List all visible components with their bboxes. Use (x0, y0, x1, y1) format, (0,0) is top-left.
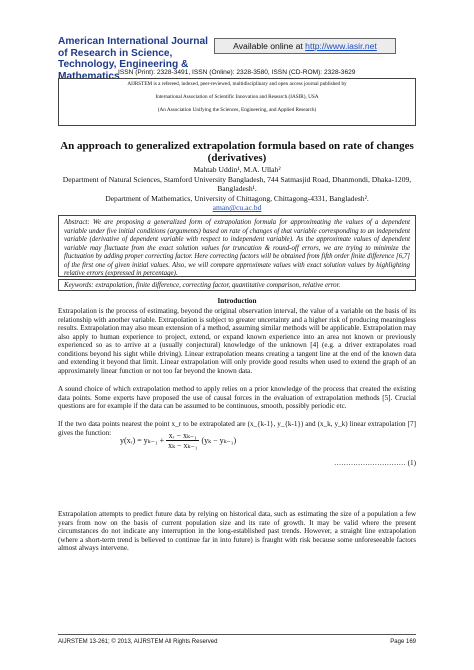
section-heading-introduction: Introduction (217, 297, 257, 305)
paragraph-3: If the two data points nearest the point x_r to be extrapolated are (x_{k-1}, y_{k-1}) and (x_k, y_k) linear extrapolation [7] gives the function: (58, 420, 416, 437)
paragraph-1: Extrapolation is the process of estimating, beyond the original observation interval, the value of a variable on the basis of its relationship with another variable. Extrapolation is subject to greater uncertainty and a higher risk of producing meaningless results. Extrapolation may also mean extension of a method, assuming similar methods will be applicable. Extrapolation may also apply to human experience to project, extend, or expand known experience into an area not known or previously experienced so as to arrive at a (usually conjectural) knowledge of the unknown [4] (e.g. a driver extrapolates road conditions beyond his sight while driving). Linear extrapolation means creating a tangent line at the end of the known data and extending it beyond that limit. Linear extrapolation will only provide good results when used to extend the graph of an approximately linear function or not too far beyond the known data. (58, 307, 416, 375)
issn-line: ISSN (Print): 2328-3491, ISSN (Online): 2328-3580, ISSN (CD-ROM): 2328-3629 (118, 69, 356, 76)
equation-1 (120, 431, 420, 461)
authors: Mahtab Uddin¹, M.A. Ullah² (193, 165, 281, 174)
available-prefix: Available online at (233, 41, 306, 51)
equation-lhs: y(xᵣ) = yₖ₋₁ + (120, 436, 165, 445)
keywords-box: Keywords: extrapolation, finite difference, correcting factor, quantitative comparison, relative error. (58, 279, 416, 291)
journal-url-link[interactable]: http://www.iasir.net (305, 41, 377, 51)
journal-info-line1: AIJRSTEM is a refereed, indexed, peer-reviewed, multidisciplinary and open access journal published by (127, 81, 347, 87)
equation-label: ………………………… (1) (333, 459, 416, 467)
paragraph-2: A sound choice of which extrapolation method to apply relies on a prior knowledge of the process that created the existing data points. Some experts have proposed the use of causal forces in the evaluation of extrapolation methods [5]. Crucial questions are for example if the data can be assumed to be continuous, smooth, possibly periodic etc. (58, 385, 416, 411)
author-email-link[interactable]: aman@cu.ac.bd (212, 203, 262, 213)
affiliation-1: Department of Natural Sciences, Stamford University Bangladesh, 744 Satmasjid Road, Dhanmondi, Dhaka-1209, Bangladesh¹. (62, 174, 412, 194)
equation-denominator: xₖ − xₖ₋₁ (168, 441, 198, 450)
equation-fraction (166, 431, 199, 450)
author-block (58, 165, 416, 213)
available-online-box (214, 38, 396, 54)
journal-info-line3: (An Association Unifying the Sciences, Engineering, and Applied Research) (157, 107, 317, 113)
footer-divider (58, 634, 416, 635)
equation-numerator: xᵣ − xₖ₋₁ (166, 431, 199, 441)
equation-rhs: (yₖ − yₖ₋₁) (201, 436, 237, 445)
journal-info-box (58, 78, 416, 126)
paper-title: An approach to generalized extrapolation formula based on rate of changes (derivatives) (60, 140, 414, 164)
affiliation-2: Department of Mathematics, University of Chittagong, Chittagong-4331, Bangladesh². (105, 193, 369, 203)
paragraph-4: Extrapolation attempts to predict future data by relying on historical data, such as estimating the size of a population a few years from now on the basis of current population size and its rate of growth. It may be valid where the present circumstances do not indicate any interruption in the long-established past trends. However, a straight line extrapolation (where a short-term trend is believed to continue far in into future) is fraught with risk because some unforeseeable factors almost always intervene. (58, 510, 416, 553)
journal-name: American International Journal of Research in Science, Technology, Engineering & Mathematics (58, 36, 209, 82)
footer (58, 639, 416, 645)
footer-copyright: AIJRSTEM 13-261; © 2013, AIJRSTEM All Rights Reserved (58, 639, 218, 645)
page-number: Page 169 (390, 639, 416, 645)
journal-info-line2: International Association of Scientific Innovation and Research (IASIR), USA (155, 94, 319, 100)
abstract-box: Abstract: We are proposing a generalized form of extrapolation formula for approximating the values of a dependent variable under five initial conditions (arguments) based on rate of changes of that variable corresponding to an independent variable (derivative of dependent variable with respect to independent variable). As the approximate values of dependent variable may fluctuate from the exact solution values for truncation & round-off errors, we are trying to minimize the fluctuation by adding proper correcting factor. Here correcting factors will be obtained from fifth order finite difference [6,7] of the first one of given initial values. Also, we will compare approximate values with exact solution values by highlighting relative errors (expressed in percentage). (58, 215, 416, 277)
